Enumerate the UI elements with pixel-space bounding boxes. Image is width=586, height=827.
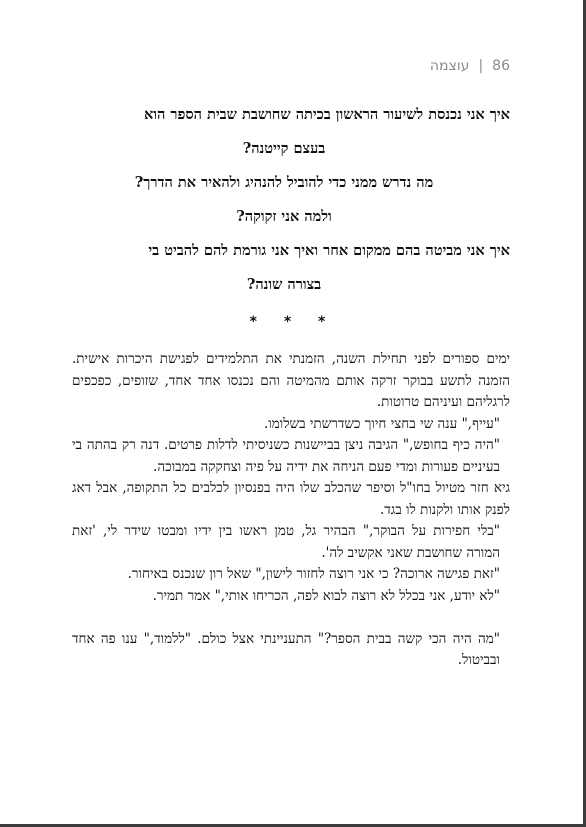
question-line: בצורה שונה? [246,276,322,293]
opening-questions [58,98,510,302]
question-line: בעצם קייטנה? [242,140,326,157]
paragraph: "מה היה הכי קשה בבית הספר?" התעניינתי אצל כולם. "ללמוד," ענו פה אחד ובביטול. [72,630,500,668]
question-line: איך אני מביטה בהם ממקום אחר ואיך אני גורמת להם להביט בי [148,242,510,259]
paragraph: "היה כיף בחופש," הגיבה ניצן בביישנות כשניסיתי לדלות פרטים. דנה רק בהתה בי בעיניים פעורות ומדי פעם הניחה את ידיה על פיה וצחקקה במבוכה. [72,437,500,475]
question-line: מה נדרש ממני כדי להוביל להנהיג ולהאיר את הדרך? [134,174,434,191]
question-line: איך אני נכנסת לשיעור הראשון בכיתה שחושבת שבית הספר הוא [143,106,510,123]
paragraph: "לא יודע, אני בכלל לא רוצה לבוא לפה, הכריחו אותי," אמר תמיר. [152,587,500,604]
running-title: עוצמה [429,58,470,74]
question-line: ולמה אני זקוקה? [236,208,332,225]
section-break: * * * [249,314,337,330]
paragraph: "עייף," ענה שי בחצי חיוך כשדרשתי בשלומו. [264,415,500,432]
page-header [0,58,510,74]
header-separator: | [478,58,484,74]
paragraph: "בלי חפירות על הבוקר," הבהיר גל, טמן ראשו בין ידיו ומבטו שידר לי, 'זאת המורה שחושבת שאני אקשיב לה'. [72,523,500,561]
paragraph: ימים ספורים לפני תחילת השנה, הזמנתי את התלמידים לפגישת היכרות אישית. הזמנה לתשע בבוקר זרקה אותם מהמיטה והם נכנסו אחד אחד, שזופים, כפכפים לרגליהם ועיניהם טרוטות. [72,351,510,410]
paragraph: "זאת פגישה ארוכה? כי אני רוצה לחזור לישון," שאל רון שנכנס באיחור. [127,566,500,582]
paragraph: גיא חזר מטיול בחו"ל וסיפר שהכלב שלו היה בפנסיון לכלבים כל התקופה, אבל דאג לפנק אותו ולקנות לו בגד. [72,480,510,518]
body-text [72,349,510,672]
page-number: 86 [492,58,510,74]
